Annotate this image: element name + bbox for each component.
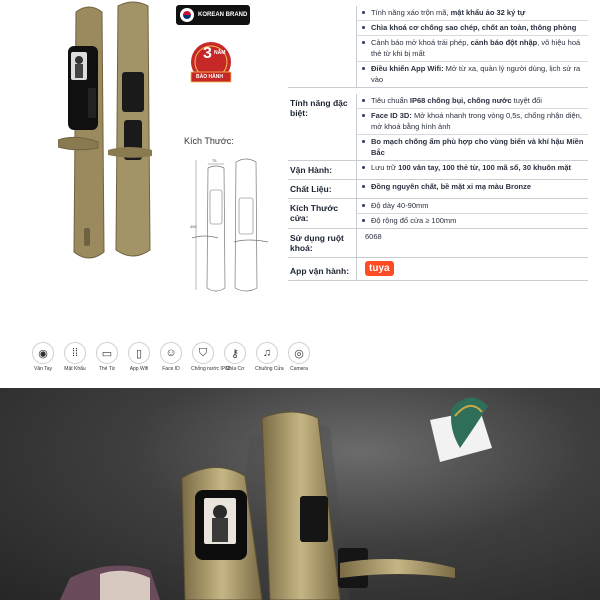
key-icon: ⚷ — [224, 342, 246, 364]
spec-bullet: Chìa khoá cơ chống sao chép, chốt an toàn, thông phòng — [357, 21, 588, 36]
feature-item — [127, 342, 151, 372]
feature-label: Camera — [290, 366, 308, 372]
warranty-badge — [183, 36, 239, 92]
spec-row — [288, 161, 588, 180]
spec-row — [288, 180, 588, 199]
lock-cylinder-value: 6068 — [365, 232, 382, 241]
korea-flag-icon — [180, 8, 194, 22]
fingerprint-icon: ◉ — [32, 342, 54, 364]
spec-bullet: Tính năng xáo trộn mã, mật khẩu ảo 32 ký tự — [357, 6, 588, 21]
diagram-width-label: 75 — [212, 158, 217, 163]
spec-values — [356, 161, 588, 179]
waterproof-icon: ⛉ — [192, 342, 214, 364]
spec-bullet: Độ rộng đố cửa ≥ 100mm — [357, 214, 588, 228]
dimension-diagram — [188, 150, 274, 300]
spec-values — [356, 6, 588, 87]
product-photo — [0, 388, 600, 600]
spec-bullet: Độ dày 40-90mm — [357, 199, 588, 214]
feature-item — [95, 342, 119, 372]
spec-label: Chất Liệu: — [290, 184, 332, 194]
feature-item — [159, 342, 183, 372]
feature-item — [255, 342, 284, 372]
warranty-number: 3 — [203, 45, 212, 62]
feature-item — [223, 342, 247, 372]
spec-values — [356, 229, 588, 257]
spec-row — [288, 94, 588, 161]
korean-brand-badge — [176, 5, 250, 25]
keypad-icon: ⁞⁞ — [64, 342, 86, 364]
spec-bullet: Face ID 3D: Mở khoá nhanh trong vòng 0,5s, chống nhận diện, mở khoá bằng hình ảnh — [357, 109, 588, 135]
feature-item — [31, 342, 55, 372]
feature-label: Vân Tay — [34, 366, 52, 372]
spec-label: Sử dụng ruột khoá: — [290, 233, 344, 253]
feature-label: Chuông Cửa — [255, 366, 284, 372]
spec-bullet: Tiêu chuẩn IP68 chống bụi, chống nước tuyệt đối — [357, 94, 588, 109]
feature-icons-row — [31, 342, 311, 372]
lock-product-image-back — [108, 0, 158, 262]
spec-values — [356, 94, 588, 160]
doorbell-icon: ♫ — [256, 342, 278, 364]
feature-label: App Wifi — [129, 366, 149, 372]
camera-icon: ◎ — [288, 342, 310, 364]
app-wifi-icon: ▯ — [128, 342, 150, 364]
spec-bullet: Đồng nguyên chất, bề mặt xi mạ màu Bronze — [357, 180, 588, 194]
feature-item — [191, 342, 231, 372]
spec-values — [356, 180, 588, 198]
korean-brand-text: KOREAN BRAND — [198, 11, 248, 18]
spec-bullet: Bo mạch chống ẩm phù hợp cho vùng biển và khí hậu Miền Bắc — [357, 135, 588, 160]
spec-bullet: Lưu trữ 100 vân tay, 100 thẻ từ, 100 mã số, 30 khuôn mặt — [357, 161, 588, 175]
product-photo-scene — [0, 388, 600, 600]
spec-label — [288, 6, 356, 87]
feature-label: Chống nước IP68 — [191, 366, 231, 372]
feature-label: Chìa Cơ — [225, 366, 245, 372]
spec-bullet: Cảnh báo mở khoá trái phép, cảnh báo đột nhập, vô hiệu hoá thẻ từ khi bị mất — [357, 36, 588, 62]
spec-label: Vận Hành: — [290, 165, 333, 175]
feature-label: Thẻ Từ — [98, 366, 116, 372]
spec-label: Kích Thước cửa: — [290, 203, 339, 223]
card-icon: ▭ — [96, 342, 118, 364]
spec-row-lock-cylinder — [288, 229, 588, 258]
spec-values — [356, 199, 588, 228]
warranty-text: BẢO HÀNH — [196, 74, 223, 80]
spec-bullet: Điều khiển App Wifi: Mở từ xa, quản lý người dùng, lịch sử ra vào — [357, 62, 588, 87]
dimensions-title: Kích Thước: — [184, 136, 234, 146]
spec-label: App vận hành: — [290, 266, 350, 276]
spec-values — [356, 258, 588, 280]
feature-item — [287, 342, 311, 372]
warranty-unit: NĂM — [214, 50, 226, 56]
spec-row — [288, 6, 588, 88]
diagram-height-label: 450 — [190, 224, 197, 229]
spec-row-app — [288, 258, 588, 281]
spec-table — [288, 0, 588, 281]
tuya-logo-icon: tuya — [365, 261, 394, 276]
face-id-icon: ☺ — [160, 342, 182, 364]
feature-item — [63, 342, 87, 372]
feature-label: Face ID — [162, 366, 180, 372]
spec-row — [288, 199, 588, 229]
spec-label: Tính năng đặc biệt: — [290, 98, 348, 118]
feature-label: Mật Khẩu — [64, 366, 86, 372]
